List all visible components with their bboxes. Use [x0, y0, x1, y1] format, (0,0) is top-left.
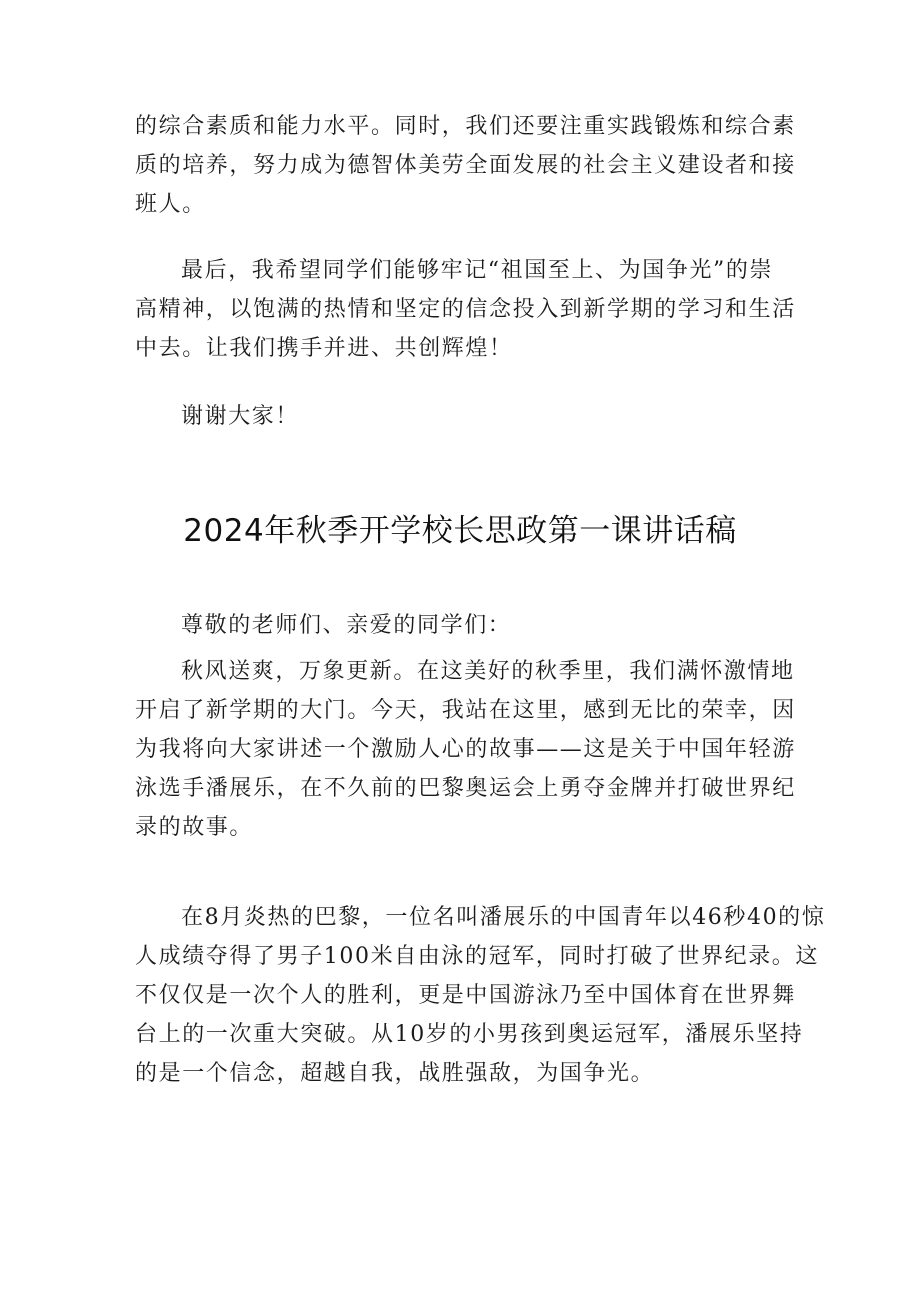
thanks-text: 谢谢大家！ — [181, 404, 300, 429]
text-line: 为我将向大家讲述一个激励人心的故事——这是关于中国年轻游 — [135, 737, 796, 762]
text-line: 开启了新学期的大门。今天，我站在这里，感到无比的荣幸，因 — [135, 698, 796, 723]
text-line: 的综合素质和能力水平。同时，我们还要注重实践锻炼和综合素 — [135, 114, 796, 139]
text-line: 在8月炎热的巴黎，一位名叫潘展乐的中国青年以46秒40的惊 — [181, 905, 826, 930]
salutation-text: 尊敬的老师们、亲爱的同学们： — [181, 613, 512, 638]
paragraph-1 — [135, 652, 796, 847]
text-line: 录的故事。 — [135, 815, 254, 840]
text-line: 质的培养，努力成为德智体美劳全面发展的社会主义建设者和接 — [135, 153, 796, 178]
text-line: 不仅仅是一次个人的胜利，更是中国游泳乃至中国体育在世界舞 — [135, 983, 796, 1008]
text-line: 最后，我希望同学们能够牢记“祖国至上、为国争光”的崇 — [181, 258, 774, 283]
paragraph-2 — [135, 898, 826, 1093]
salutation — [135, 606, 787, 645]
closing-paragraph — [135, 251, 796, 368]
text-line: 台上的一次重大突破。从10岁的小男孩到奥运冠军，潘展乐坚持 — [135, 1022, 804, 1047]
text-line: 人成绩夺得了男子100米自由泳的冠军，同时打破了世界纪录。这 — [135, 944, 819, 969]
text-line: 班人。 — [135, 192, 206, 217]
continuation-paragraph — [135, 107, 796, 224]
text-line: 泳选手潘展乐，在不久前的巴黎奥运会上勇夺金牌并打破世界纪 — [135, 776, 796, 801]
text-line: 中去。让我们携手并进、共创辉煌！ — [135, 336, 513, 361]
text-line: 的是一个信念，超越自我，战胜强敌，为国争光。 — [135, 1061, 655, 1086]
text-line: 秋风送爽，万象更新。在这美好的秋季里，我们满怀激情地 — [181, 659, 795, 684]
page-title: 2024年秋季开学校长思政第一课讲话稿 — [183, 513, 737, 549]
thanks-line — [135, 397, 787, 436]
text-line: 高精神，以饱满的热情和坚定的信念投入到新学期的学习和生活 — [135, 297, 796, 322]
